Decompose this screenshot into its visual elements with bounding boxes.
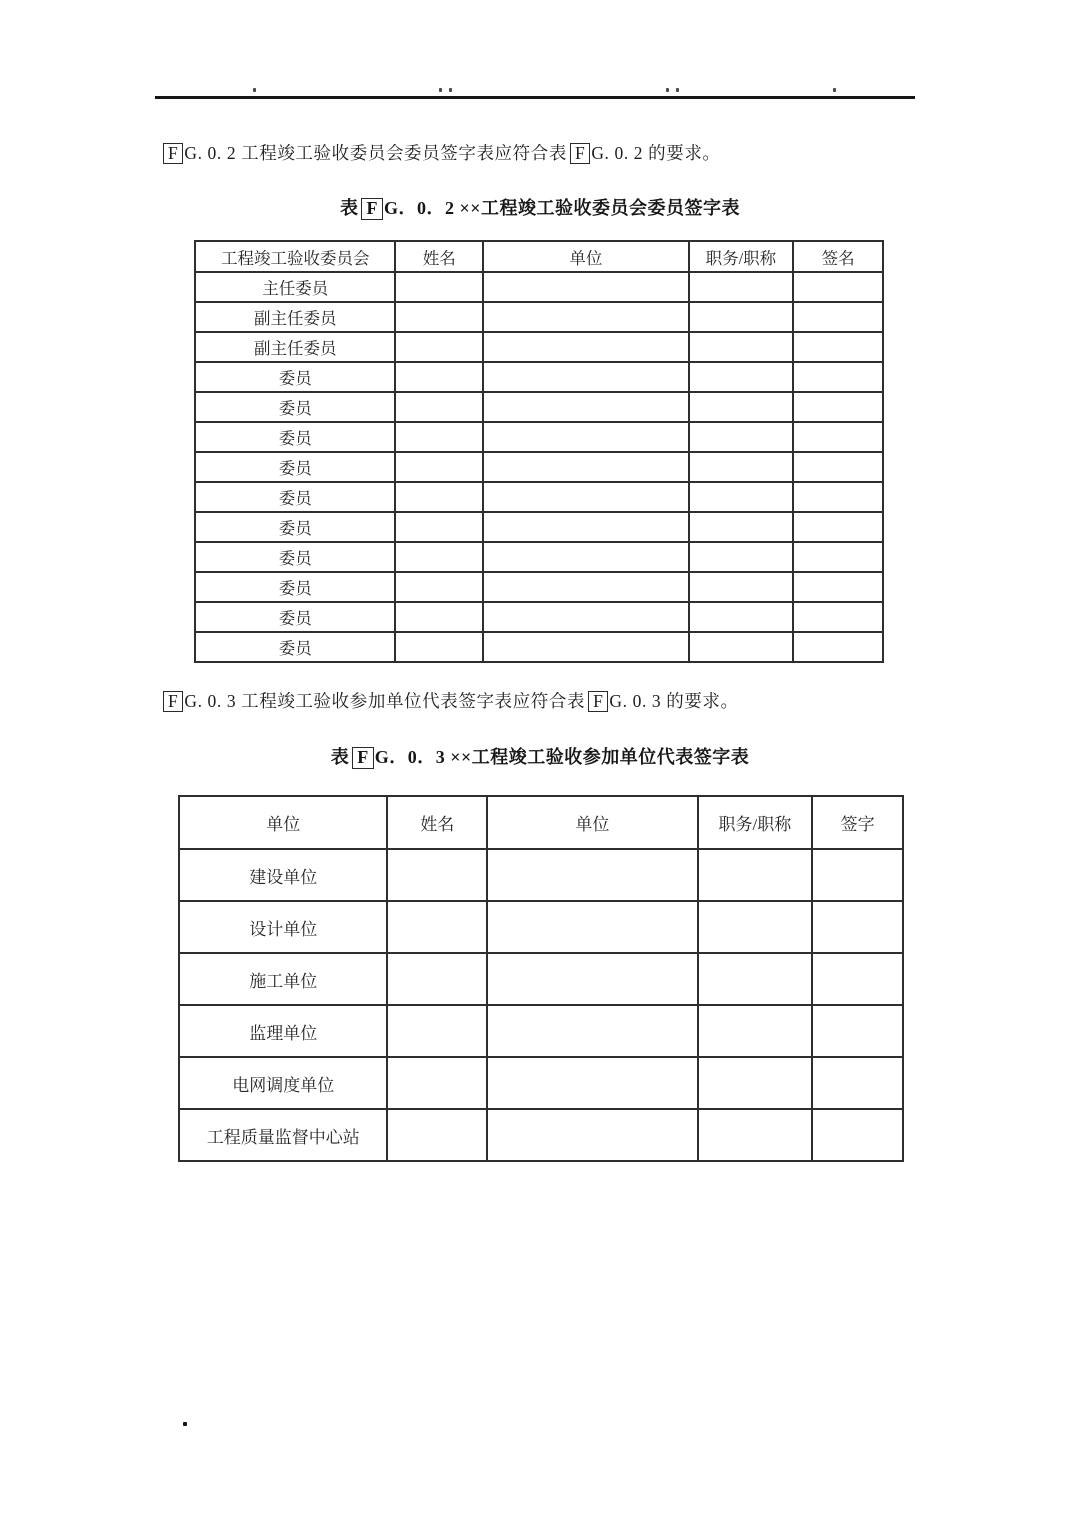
empty-fill-cell bbox=[483, 482, 688, 512]
empty-fill-cell bbox=[793, 362, 883, 392]
empty-fill-cell bbox=[483, 392, 688, 422]
empty-fill-cell bbox=[812, 1109, 903, 1161]
row-label-cell: 委员 bbox=[195, 452, 395, 482]
row-label-cell: 主任委员 bbox=[195, 272, 395, 302]
empty-fill-cell bbox=[395, 302, 483, 332]
empty-fill-cell bbox=[812, 953, 903, 1005]
title-text: ××工程竣工验收委员会委员签字表 bbox=[454, 198, 741, 218]
scan-artifact-dot bbox=[833, 88, 836, 92]
boxed-letter-f: F bbox=[588, 691, 608, 712]
clause-text: G. 0. 2 工程竣工验收委员会委员签字表应符合表 bbox=[184, 143, 567, 163]
empty-fill-cell bbox=[395, 602, 483, 632]
empty-fill-cell bbox=[689, 632, 794, 662]
table-row bbox=[195, 542, 883, 572]
empty-fill-cell bbox=[483, 422, 688, 452]
empty-fill-cell bbox=[698, 1057, 813, 1109]
table-row bbox=[195, 302, 883, 332]
table-header-row bbox=[195, 241, 883, 272]
clause-text: G. 0. 3 的要求。 bbox=[609, 691, 739, 711]
empty-fill-cell bbox=[395, 422, 483, 452]
empty-fill-cell bbox=[698, 1005, 813, 1057]
committee-signature-table-wrapper bbox=[194, 240, 884, 663]
empty-fill-cell bbox=[395, 632, 483, 662]
title-code: G．0．2 bbox=[383, 198, 455, 218]
empty-fill-cell bbox=[487, 1057, 697, 1109]
row-label-cell: 工程质量监督中心站 bbox=[179, 1109, 387, 1161]
empty-fill-cell bbox=[387, 1005, 487, 1057]
empty-fill-cell bbox=[487, 1005, 697, 1057]
participants-signature-table-wrapper bbox=[178, 795, 904, 1162]
boxed-letter-f: F bbox=[361, 198, 383, 220]
empty-fill-cell bbox=[793, 572, 883, 602]
column-header: 姓名 bbox=[387, 796, 487, 849]
table-row bbox=[195, 452, 883, 482]
empty-fill-cell bbox=[793, 482, 883, 512]
empty-fill-cell bbox=[689, 572, 794, 602]
empty-fill-cell bbox=[793, 452, 883, 482]
table-row bbox=[179, 901, 903, 953]
table-row bbox=[195, 482, 883, 512]
empty-fill-cell bbox=[483, 362, 688, 392]
column-header: 单位 bbox=[487, 796, 697, 849]
table-row bbox=[179, 1005, 903, 1057]
table-row bbox=[195, 332, 883, 362]
row-label-cell: 委员 bbox=[195, 482, 395, 512]
column-header: 签名 bbox=[793, 241, 883, 272]
empty-fill-cell bbox=[483, 632, 688, 662]
empty-fill-cell bbox=[793, 542, 883, 572]
scan-artifact-dot bbox=[439, 88, 442, 92]
table-row bbox=[195, 362, 883, 392]
empty-fill-cell bbox=[812, 1057, 903, 1109]
empty-fill-cell bbox=[689, 332, 794, 362]
empty-fill-cell bbox=[395, 362, 483, 392]
row-label-cell: 委员 bbox=[195, 512, 395, 542]
empty-fill-cell bbox=[395, 512, 483, 542]
scan-artifact-dot bbox=[253, 88, 256, 92]
row-label-cell: 委员 bbox=[195, 422, 395, 452]
empty-fill-cell bbox=[395, 272, 483, 302]
row-label-cell: 委员 bbox=[195, 362, 395, 392]
column-header: 职务/职称 bbox=[698, 796, 813, 849]
clause-fg03-paragraph bbox=[163, 688, 739, 713]
table-row bbox=[179, 1109, 903, 1161]
empty-fill-cell bbox=[689, 482, 794, 512]
empty-fill-cell bbox=[793, 602, 883, 632]
empty-fill-cell bbox=[387, 953, 487, 1005]
row-label-cell: 设计单位 bbox=[179, 901, 387, 953]
empty-fill-cell bbox=[487, 1109, 697, 1161]
empty-fill-cell bbox=[812, 849, 903, 901]
scan-artifact-dot bbox=[666, 88, 669, 92]
empty-fill-cell bbox=[487, 901, 697, 953]
clause-text: G. 0. 2 的要求。 bbox=[591, 143, 721, 163]
empty-fill-cell bbox=[483, 542, 688, 572]
table-row bbox=[179, 849, 903, 901]
title-code: G．0．3 bbox=[374, 747, 446, 767]
empty-fill-cell bbox=[689, 452, 794, 482]
column-header: 单位 bbox=[483, 241, 688, 272]
row-label-cell: 副主任委员 bbox=[195, 302, 395, 332]
boxed-letter-f: F bbox=[163, 143, 183, 164]
empty-fill-cell bbox=[395, 542, 483, 572]
empty-fill-cell bbox=[689, 272, 794, 302]
title-prefix: 表 bbox=[339, 198, 359, 218]
table-row bbox=[195, 632, 883, 662]
table-row bbox=[195, 602, 883, 632]
empty-fill-cell bbox=[793, 302, 883, 332]
table-row bbox=[179, 953, 903, 1005]
empty-fill-cell bbox=[698, 901, 813, 953]
empty-fill-cell bbox=[395, 482, 483, 512]
boxed-letter-f: F bbox=[570, 143, 590, 164]
empty-fill-cell bbox=[793, 512, 883, 542]
header-divider bbox=[155, 96, 915, 99]
column-header: 签字 bbox=[812, 796, 903, 849]
scan-artifact-dot bbox=[183, 1422, 187, 1426]
column-header: 姓名 bbox=[395, 241, 483, 272]
table-header-row bbox=[179, 796, 903, 849]
empty-fill-cell bbox=[698, 953, 813, 1005]
participants-signature-table bbox=[178, 795, 904, 1162]
empty-fill-cell bbox=[487, 953, 697, 1005]
empty-fill-cell bbox=[483, 602, 688, 632]
row-label-cell: 委员 bbox=[195, 602, 395, 632]
empty-fill-cell bbox=[698, 1109, 813, 1161]
table-row bbox=[195, 392, 883, 422]
table-row bbox=[195, 512, 883, 542]
empty-fill-cell bbox=[387, 901, 487, 953]
row-label-cell: 建设单位 bbox=[179, 849, 387, 901]
empty-fill-cell bbox=[689, 602, 794, 632]
row-label-cell: 电网调度单位 bbox=[179, 1057, 387, 1109]
empty-fill-cell bbox=[812, 1005, 903, 1057]
column-header: 单位 bbox=[179, 796, 387, 849]
clause-fg02-paragraph bbox=[163, 140, 721, 165]
empty-fill-cell bbox=[395, 332, 483, 362]
table-row bbox=[179, 1057, 903, 1109]
empty-fill-cell bbox=[395, 572, 483, 602]
empty-fill-cell bbox=[689, 302, 794, 332]
empty-fill-cell bbox=[395, 452, 483, 482]
empty-fill-cell bbox=[483, 302, 688, 332]
empty-fill-cell bbox=[483, 332, 688, 362]
empty-fill-cell bbox=[812, 901, 903, 953]
row-label-cell: 监理单位 bbox=[179, 1005, 387, 1057]
empty-fill-cell bbox=[483, 512, 688, 542]
empty-fill-cell bbox=[689, 422, 794, 452]
table-row bbox=[195, 572, 883, 602]
title-text: ××工程竣工验收参加单位代表签字表 bbox=[445, 747, 750, 767]
empty-fill-cell bbox=[689, 392, 794, 422]
empty-fill-cell bbox=[793, 272, 883, 302]
row-label-cell: 施工单位 bbox=[179, 953, 387, 1005]
empty-fill-cell bbox=[793, 332, 883, 362]
empty-fill-cell bbox=[387, 849, 487, 901]
empty-fill-cell bbox=[483, 272, 688, 302]
committee-signature-table bbox=[194, 240, 884, 663]
row-label-cell: 委员 bbox=[195, 542, 395, 572]
row-label-cell: 副主任委员 bbox=[195, 332, 395, 362]
empty-fill-cell bbox=[689, 542, 794, 572]
scan-artifact-dot bbox=[449, 88, 452, 92]
participants-table-title bbox=[0, 743, 1080, 769]
table-row bbox=[195, 422, 883, 452]
empty-fill-cell bbox=[689, 362, 794, 392]
empty-fill-cell bbox=[793, 632, 883, 662]
row-label-cell: 委员 bbox=[195, 632, 395, 662]
empty-fill-cell bbox=[793, 422, 883, 452]
column-header: 职务/职称 bbox=[689, 241, 794, 272]
boxed-letter-f: F bbox=[352, 747, 374, 769]
empty-fill-cell bbox=[793, 392, 883, 422]
empty-fill-cell bbox=[483, 572, 688, 602]
scan-artifact-dot bbox=[676, 88, 679, 92]
column-header: 工程竣工验收委员会 bbox=[195, 241, 395, 272]
empty-fill-cell bbox=[387, 1057, 487, 1109]
table-row bbox=[195, 272, 883, 302]
row-label-cell: 委员 bbox=[195, 392, 395, 422]
boxed-letter-f: F bbox=[163, 691, 183, 712]
empty-fill-cell bbox=[395, 392, 483, 422]
committee-table-title bbox=[0, 194, 1080, 220]
empty-fill-cell bbox=[483, 452, 688, 482]
row-label-cell: 委员 bbox=[195, 572, 395, 602]
empty-fill-cell bbox=[689, 512, 794, 542]
empty-fill-cell bbox=[698, 849, 813, 901]
title-prefix: 表 bbox=[330, 747, 350, 767]
empty-fill-cell bbox=[387, 1109, 487, 1161]
empty-fill-cell bbox=[487, 849, 697, 901]
clause-text: G. 0. 3 工程竣工验收参加单位代表签字表应符合表 bbox=[184, 691, 586, 711]
